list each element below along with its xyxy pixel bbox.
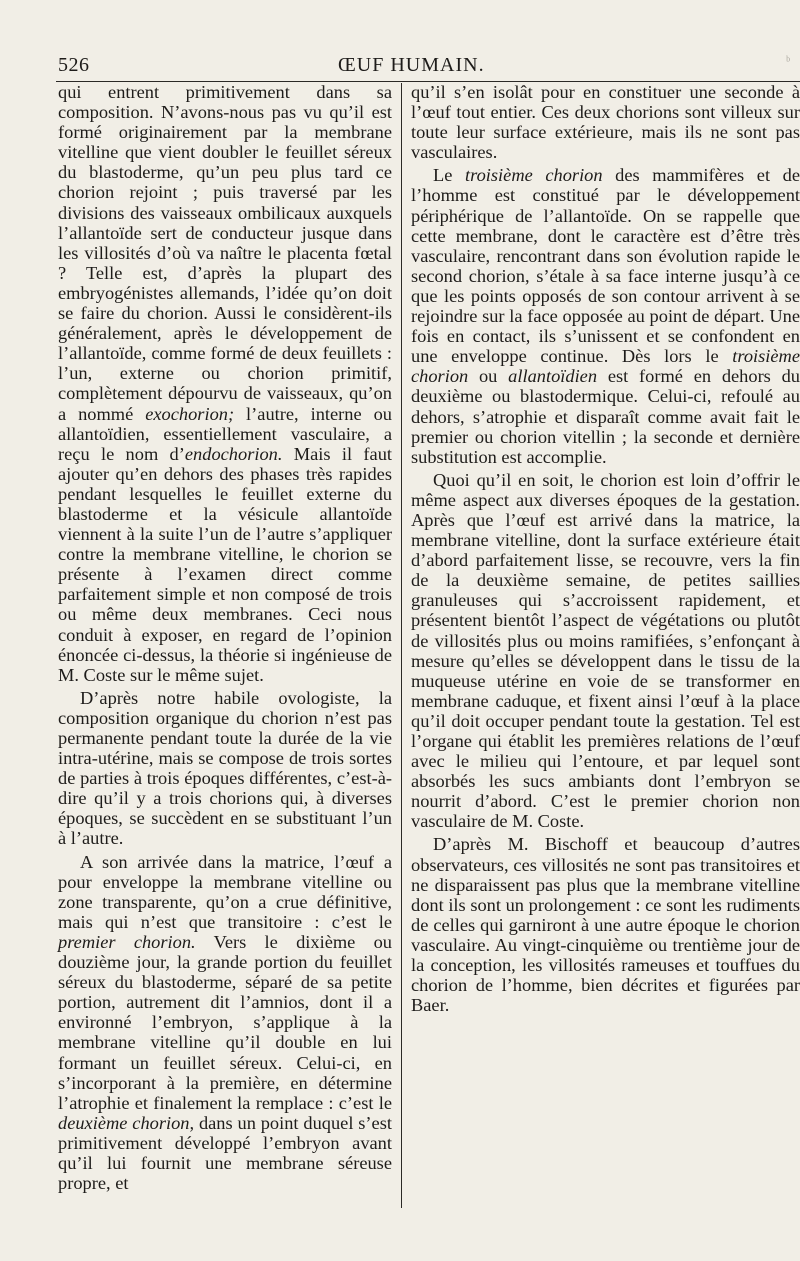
page-mark: ᵇ	[785, 53, 790, 68]
page-header	[58, 52, 800, 78]
paragraph: qu’il s’en isolât pour en constituer une seconde à l’œuf tout entier. Ces deux chorions sont villeux sur toute leur surface extérieure, mais ils ne sont pas vasculaires.	[411, 82, 800, 163]
paragraph: D’après notre habile ovologiste, la composition organique du chorion n’est pas permanente pendant toute la durée de la vie intra-utérine, mais se compose de trois sortes de parties à trois époques différentes, c’est-à-dire qu’il y a trois chorions qui, à diverses époques, se succèdent en se substituant l’un à l’autre.	[58, 687, 392, 849]
paragraph: Le troisième chorion des mammifères et de l’homme est constitué par le développement périphérique de l’allantoïde. On se rappelle que cette membrane, dont le caractère est d’être très vasculaire, rencontrant dans son évolution rapide le second chorion, s’étale à sa face interne jusqu’à ce que les points opposés de son contour arrivent à se rejoindre sur la face opposée au point de départ. Une fois en contact, ils s’unissent et se confondent en une enveloppe continue. Dès lors le troisième chorion ou allantoïdien est formé en dehors du deuxième ou blastodermique. Celui-ci, refoulé au dehors, s’atrophie et disparaît comme avait fait le premier ou chorion vitellin ; la seconde et dernière substitution est accomplie.	[411, 165, 800, 467]
left-column	[58, 82, 392, 1193]
paragraph: Quoi qu’il en soit, le chorion est loin d’offrir le même aspect aux diverses époques de la gestation. Après que l’œuf est arrivé dans la matrice, la membrane vitelline, dont la surface extérieure était d’abord parfaitement lisse, se recouvre, vers la fin de la deuxième semaine, de petites saillies granuleuses qui s’accroissent rapidement, et présentent bientôt l’aspect de végétations ou plutôt de villosités plus ou moins ramifiées, s’enfonçant à mesure qu’elles se développent dans le tissu de la muqueuse utérine en voie de se transformer en membrane caduque, et fixent ainsi l’œuf à la place qu’il doit occuper pendant toute la gestation. Tel est l’organe qui établit les premières relations de l’œuf avec le milieu qui l’entoure, et par lequel sont absorbés les sucs ambiants dont l’embryon se nourrit d’abord. C’est le premier chorion non vasculaire de M. Coste.	[411, 469, 800, 832]
paragraph: A son arrivée dans la matrice, l’œuf a pour enveloppe la membrane vitelline ou zone transparente, qu’on a crue définitive, mais qui n’est que transitoire : c’est le premier chorion. Vers le dixième ou douzième jour, la grande portion du feuillet séreux du blastoderme, séparé de sa petite portion, autrement dit l’amnios, dont il a environné l’embryon, s’applique à la membrane vitelline qu’il double en lui formant un feuillet séreux. Celui-ci, en s’incorporant à la première, en détermine l’atrophie et finalement la remplace : c’est le deuxième chorion, dans un point duquel s’est primitivement développé l’embryon avant qu’il lui fournit une membrane séreuse propre, et	[58, 851, 392, 1194]
page-number: 526	[58, 54, 90, 76]
running-title: ŒUF HUMAIN.	[338, 54, 485, 76]
right-column	[411, 82, 800, 1015]
column-divider	[401, 83, 402, 1208]
paragraph: qui entrent primitivement dans sa composition. N’avons-nous pas vu qu’il est formé originairement par la membrane vitelline que vient doubler le feuillet séreux du blastoderme, qu’un peu plus tard ce chorion rejoint ; puis traversé par les divisions des vaisseaux ombilicaux auxquels l’allantoïde sert de conducteur jusque dans les villosités d’où va naître le placenta fœtal ? Telle est, d’après la plupart des embryogénistes allemands, l’idée qu’on doit se faire du chorion. Aussi le considèrent-ils généralement, après le développement de l’allantoïde, comme formé de deux feuillets : l’un, externe ou chorion primitif, complètement dépourvu de vaisseaux, qu’on a nommé exochorion; l’autre, interne ou allantoïdien, essentiellement vasculaire, a reçu le nom d’endochorion. Mais il faut ajouter qu’en dehors des phases très rapides pendant lesquelles le feuillet externe du blastoderme et la vésicule allantoïde viennent à la suite l’un de l’autre s’appliquer contre la membrane vitelline, le chorion se présente à l’examen direct comme parfaitement simple et non composé de trois ou même deux membranes. Ceci nous conduit à exposer, en regard de l’opinion énoncée ci-dessus, la théorie si ingénieuse de M. Coste sur le même sujet.	[58, 82, 392, 685]
paragraph: D’après M. Bischoff et beaucoup d’autres observateurs, ces villosités ne sont pas transitoires et ne disparaissent pas plus que la membrane vitelline dont ils sont un prolongement : ce sont les rudiments de celles qui garniront à une autre époque le chorion vasculaire. Au vingt-cinquième ou trentième jour de la conception, les villosités rameuses et touffues du chorion de l’homme, bien décrites et figurées par Baer.	[411, 834, 800, 1016]
